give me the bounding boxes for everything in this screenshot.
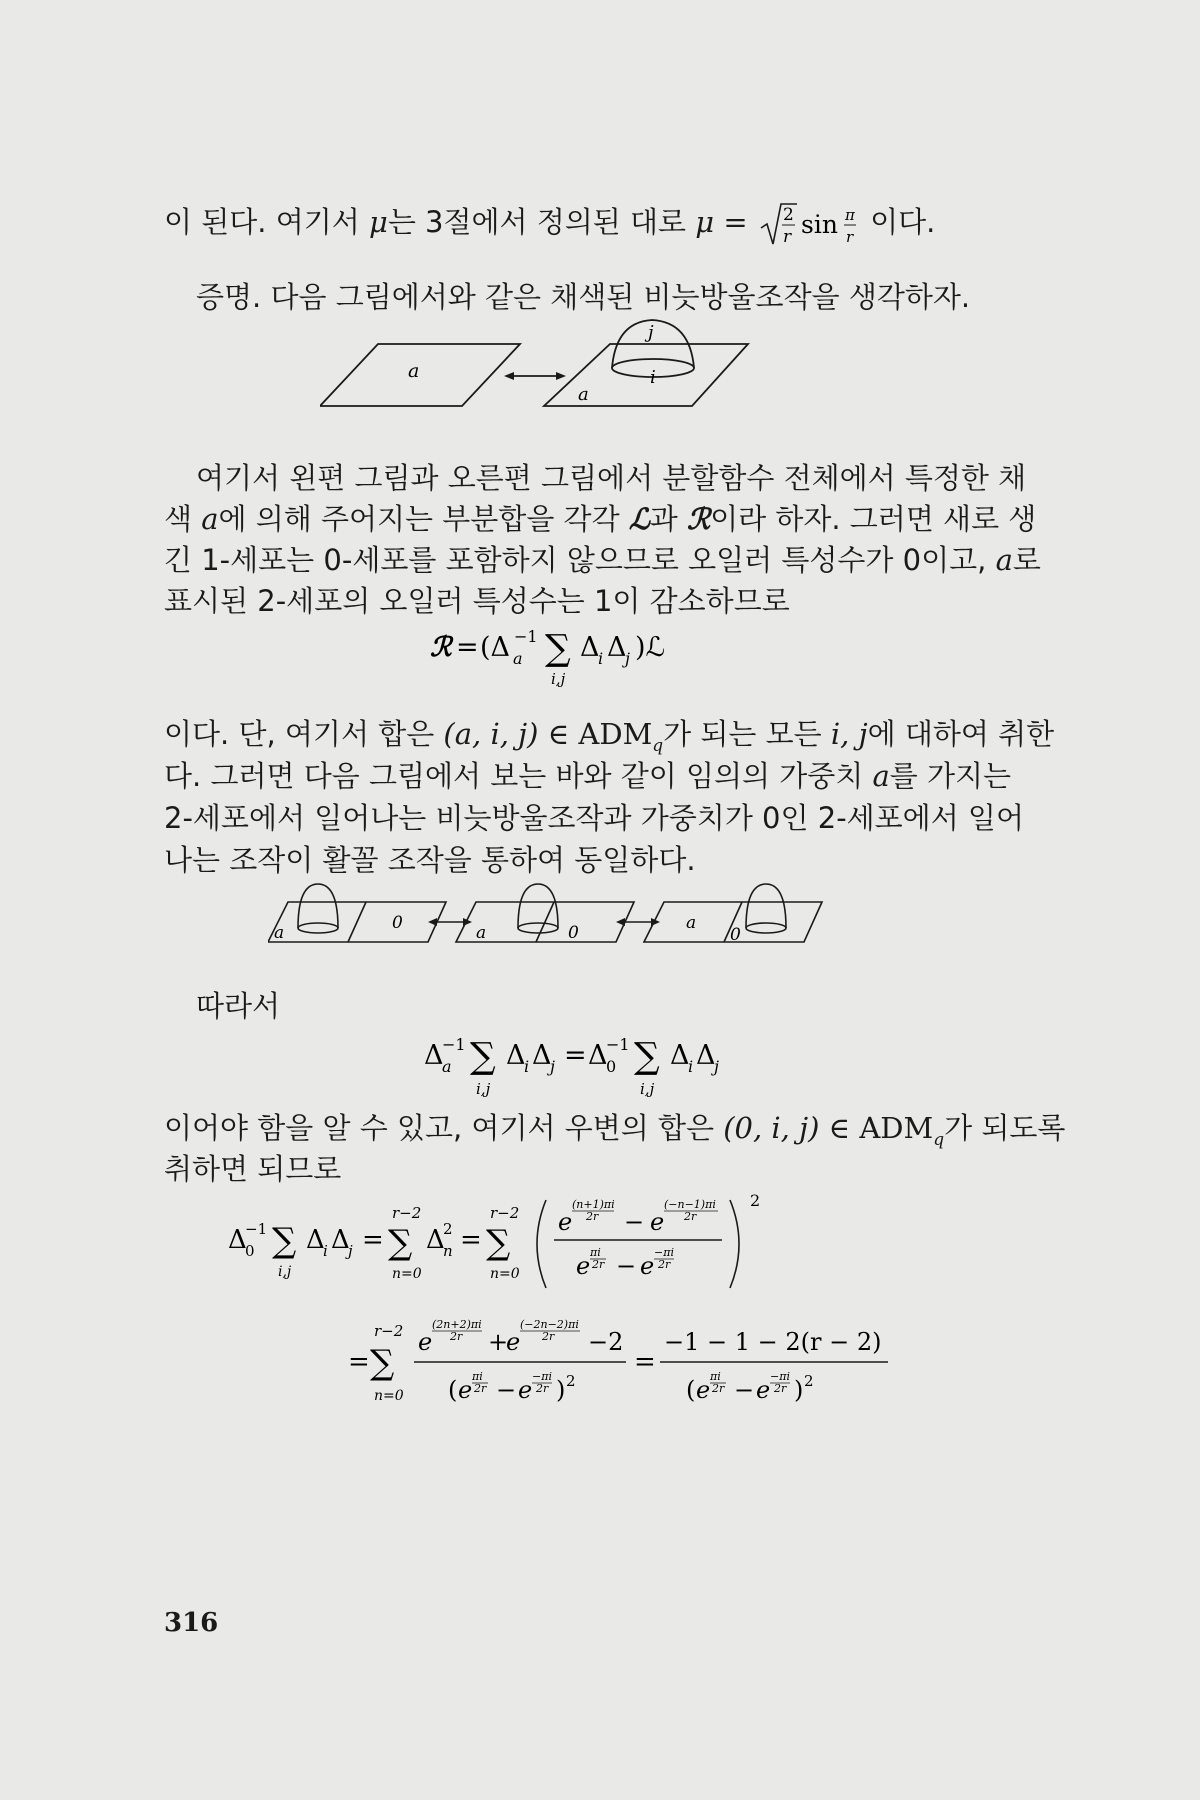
- text-run: 가 되도록: [944, 1111, 1066, 1145]
- exponent-denominator: 2r: [450, 1330, 463, 1343]
- delta-term: Δ: [228, 1225, 247, 1255]
- delta-term: Δ: [607, 632, 627, 663]
- superscript-two: 2: [804, 1372, 814, 1390]
- equals-sign: =: [460, 1225, 482, 1255]
- delta-term: Δ: [426, 1225, 445, 1255]
- paren-close: ): [794, 1376, 804, 1404]
- subscript-q: q: [933, 1129, 945, 1150]
- superscript-two: 2: [750, 1191, 761, 1210]
- math-adm: ∈ ADM: [538, 717, 653, 751]
- summation-sign: ∑: [634, 1036, 660, 1077]
- subscript-i: i: [598, 649, 604, 668]
- sum-upper-limit: r−2: [392, 1204, 422, 1222]
- rhs-numerator: −1 − 1 − 2(r − 2): [664, 1328, 882, 1356]
- equation-delta-sums: [424, 1030, 804, 1100]
- math-R: ℛ: [430, 632, 452, 663]
- region-label-a: a: [578, 384, 589, 405]
- sum-index: i,j: [551, 670, 566, 688]
- exponent: πi: [472, 1370, 483, 1383]
- exp-e: e: [650, 1208, 665, 1236]
- subscript-i: i: [524, 1057, 530, 1076]
- figure-weight-shift: [268, 880, 828, 950]
- plus-sign: +: [488, 1328, 509, 1356]
- equals-sign: =: [564, 1040, 587, 1071]
- frac-numerator: 2: [782, 205, 794, 225]
- math-a: a: [872, 759, 890, 793]
- exponent-denominator: 2r: [658, 1258, 671, 1271]
- subscript-zero: 0: [606, 1057, 617, 1076]
- figure-panel-3: [644, 884, 822, 945]
- close-term: )ℒ: [635, 632, 665, 663]
- summation-sign: ∑: [545, 628, 571, 669]
- paren-close: ): [556, 1376, 566, 1404]
- therefore-text: 따라서: [196, 989, 281, 1023]
- delta-term: Δ: [331, 1225, 350, 1255]
- superscript-minus-one: −1: [442, 1035, 466, 1054]
- delta-term: Δ: [306, 1225, 325, 1255]
- figure-panel-2: [456, 884, 634, 943]
- subscript-j: j: [625, 649, 630, 668]
- text-run: 에 의해 주어지는 부분합을 각각: [218, 502, 629, 536]
- exp-e: e: [418, 1328, 433, 1356]
- text-run: 가 되는 모든: [663, 717, 831, 751]
- exp-e: e: [506, 1328, 521, 1356]
- sum-index: i,j: [640, 1080, 655, 1098]
- math-tuple: (a, i, j): [443, 717, 539, 751]
- exponent-denominator: 2r: [536, 1382, 549, 1395]
- summation-sign: ∑: [470, 1036, 496, 1077]
- math-ij: i, j: [830, 717, 868, 751]
- left-plane: [320, 344, 520, 406]
- math-tuple: (0, i, j): [723, 1111, 820, 1145]
- equals-sign: =: [348, 1347, 370, 1377]
- summation-sign: ∑: [370, 1343, 395, 1383]
- figure-bubble-move: [320, 318, 760, 418]
- exponent: πi: [710, 1370, 721, 1383]
- equation-R: [430, 624, 790, 688]
- frac-denominator: r: [845, 228, 854, 246]
- subscript-j: j: [714, 1057, 719, 1076]
- paragraph-3-line-3: 2-세포에서 일어나는 비늣방울조작과 가중치가 0인 2-세포에서 일어: [164, 801, 1024, 835]
- subscript-zero: 0: [245, 1242, 255, 1260]
- subscript-q: q: [652, 735, 664, 756]
- text-run: 이어야 함을 알 수 있고, 여기서 우변의 합은: [164, 1111, 724, 1145]
- page-number: 316: [164, 1608, 219, 1638]
- sum-index: i,j: [476, 1080, 491, 1098]
- subscript-a: a: [442, 1057, 452, 1076]
- subscript-n: n: [443, 1242, 453, 1260]
- subscript-i: i: [323, 1242, 328, 1260]
- summation-sign: ∑: [272, 1221, 297, 1261]
- sum-upper-limit: r−2: [490, 1204, 520, 1222]
- weight-label-a: a: [686, 913, 697, 933]
- minus-two: −2: [588, 1328, 624, 1356]
- exponent: (2n+2)πi: [432, 1318, 482, 1331]
- subscript-j: j: [550, 1057, 555, 1076]
- exp-e: e: [458, 1376, 473, 1404]
- paren-open: (: [448, 1376, 458, 1404]
- text-run: 에 대하여 취한: [867, 717, 1055, 751]
- equals-sign: =: [362, 1225, 384, 1255]
- delta-term: Δ: [424, 1040, 444, 1071]
- exponent-denominator: 2r: [774, 1382, 787, 1395]
- sqrt-expression: [759, 198, 859, 250]
- text-run: 이다.: [860, 205, 936, 239]
- equals-sign: =: [456, 632, 479, 663]
- sum-lower-limit: n=0: [374, 1388, 404, 1404]
- exponent-denominator: 2r: [586, 1210, 599, 1223]
- equals-sign: =: [714, 205, 757, 239]
- sum-index: i,j: [278, 1264, 292, 1280]
- delta-term: Δ: [588, 1040, 608, 1071]
- equals-sign: =: [634, 1347, 656, 1377]
- sum-lower-limit: n=0: [392, 1266, 422, 1282]
- text-run: 는 3절에서 정의된 대로: [387, 205, 696, 239]
- subscript-a: a: [513, 649, 523, 668]
- pi-symbol: π: [844, 206, 855, 224]
- exponent: (n+1)πi: [572, 1198, 615, 1211]
- paragraph-2-line-1: 여기서 왼편 그림과 오른편 그림에서 분할함수 전체에서 특정한 채: [196, 461, 1027, 495]
- paragraph-4-line-1: [164, 1106, 1065, 1150]
- text-run: 다. 그러면 다음 그림에서 보는 바와 같이 임의의 가중치: [164, 759, 873, 793]
- paragraph-2-line-4: 표시된 2-세포의 오일러 특성수는 1이 감소하므로: [164, 584, 790, 618]
- exponent-denominator: 2r: [592, 1258, 605, 1271]
- exponent: (−n−1)πi: [664, 1198, 716, 1211]
- paragraph-3-line-1: [164, 712, 1054, 756]
- delta-term: Δ: [532, 1040, 552, 1071]
- paren-open: (: [686, 1376, 696, 1404]
- minus-sign: −: [616, 1252, 637, 1280]
- text-run: 를 가지는: [889, 759, 1012, 793]
- minus-sign: −: [624, 1208, 645, 1236]
- superscript-minus-one: −1: [245, 1220, 268, 1238]
- subscript-i: i: [688, 1057, 694, 1076]
- exponent-denominator: 2r: [542, 1330, 555, 1343]
- weight-label-0: 0: [730, 925, 741, 945]
- sum-upper-limit: r−2: [374, 1322, 404, 1340]
- mu-symbol: μ: [368, 205, 388, 239]
- paragraph-3-line-4: 나는 조작이 활꼴 조작을 통하여 동일하다.: [164, 843, 696, 877]
- superscript-minus-one: −1: [606, 1035, 630, 1054]
- delta-term: Δ: [506, 1040, 526, 1071]
- delta-term: (Δ: [480, 632, 511, 663]
- summation-sign: ∑: [486, 1223, 511, 1263]
- paragraph-3-line-2: [164, 754, 1011, 795]
- text-run: 로: [1012, 543, 1041, 577]
- exp-e: e: [640, 1252, 655, 1280]
- math-a: a: [201, 502, 219, 536]
- exp-e: e: [558, 1208, 573, 1236]
- exponent: −πi: [532, 1370, 552, 1383]
- figure-panel-1: [268, 884, 446, 943]
- text-run: 이 된다. 여기서: [164, 205, 369, 239]
- math-adm: ∈ ADM: [819, 1111, 934, 1145]
- exp-e: e: [756, 1376, 771, 1404]
- exponent: (−2n−2)πi: [520, 1318, 579, 1331]
- delta-term: Δ: [580, 632, 600, 663]
- proof-line: 증명. 다음 그림에서와 같은 채색된 비늣방울조작을 생각하자.: [196, 280, 971, 314]
- weight-label-a: a: [476, 923, 487, 943]
- superscript-two: 2: [443, 1220, 453, 1238]
- exponent-denominator: 2r: [684, 1210, 697, 1223]
- math-R: ℛ: [686, 502, 711, 536]
- text-run: 색: [164, 502, 202, 536]
- delta-term: Δ: [670, 1040, 690, 1071]
- text-run: 이라 하자. 그러면 새로 생: [710, 502, 1037, 536]
- mu-symbol: μ: [695, 205, 715, 239]
- delta-term: Δ: [696, 1040, 716, 1071]
- summation-sign: ∑: [388, 1223, 413, 1263]
- exponent-denominator: 2r: [712, 1382, 725, 1395]
- sin-function: sin: [800, 210, 838, 239]
- sum-lower-limit: n=0: [490, 1266, 520, 1282]
- equation-final-sum: [228, 1186, 968, 1426]
- text-line-1: [164, 198, 935, 250]
- exponent: πi: [590, 1246, 601, 1259]
- math-L: ℒ: [628, 502, 650, 536]
- exponent-denominator: 2r: [474, 1382, 487, 1395]
- minus-sign: −: [496, 1376, 517, 1404]
- weight-label-0: 0: [568, 923, 579, 943]
- paragraph-2-line-2: [164, 497, 1036, 538]
- text-run: 과: [649, 502, 687, 536]
- exp-e: e: [576, 1252, 591, 1280]
- exponent: −πi: [770, 1370, 790, 1383]
- superscript-two: 2: [566, 1372, 576, 1390]
- exp-e: e: [518, 1376, 533, 1404]
- frac-denominator: r: [782, 227, 792, 247]
- minus-sign: −: [734, 1376, 755, 1404]
- math-a: a: [995, 543, 1013, 577]
- text-run: 긴 1-세포는 0-세포를 포함하지 않으므로 오일러 특성수가 0이고,: [164, 543, 996, 577]
- paragraph-4-line-2: 취하면 되므로: [164, 1152, 342, 1186]
- exponent: −πi: [654, 1246, 674, 1259]
- region-label-i: i: [650, 367, 656, 388]
- exp-e: e: [696, 1376, 711, 1404]
- text-run: 이다. 단, 여기서 합은: [164, 717, 444, 751]
- superscript-minus-one: −1: [514, 627, 538, 646]
- weight-label-a: a: [274, 923, 285, 943]
- paragraph-2-line-3: [164, 538, 1041, 579]
- right-plane: [544, 344, 748, 406]
- weight-label-0: 0: [392, 913, 403, 933]
- region-label-j: j: [648, 322, 654, 343]
- region-label-a: a: [408, 360, 420, 382]
- subscript-j: j: [348, 1242, 353, 1260]
